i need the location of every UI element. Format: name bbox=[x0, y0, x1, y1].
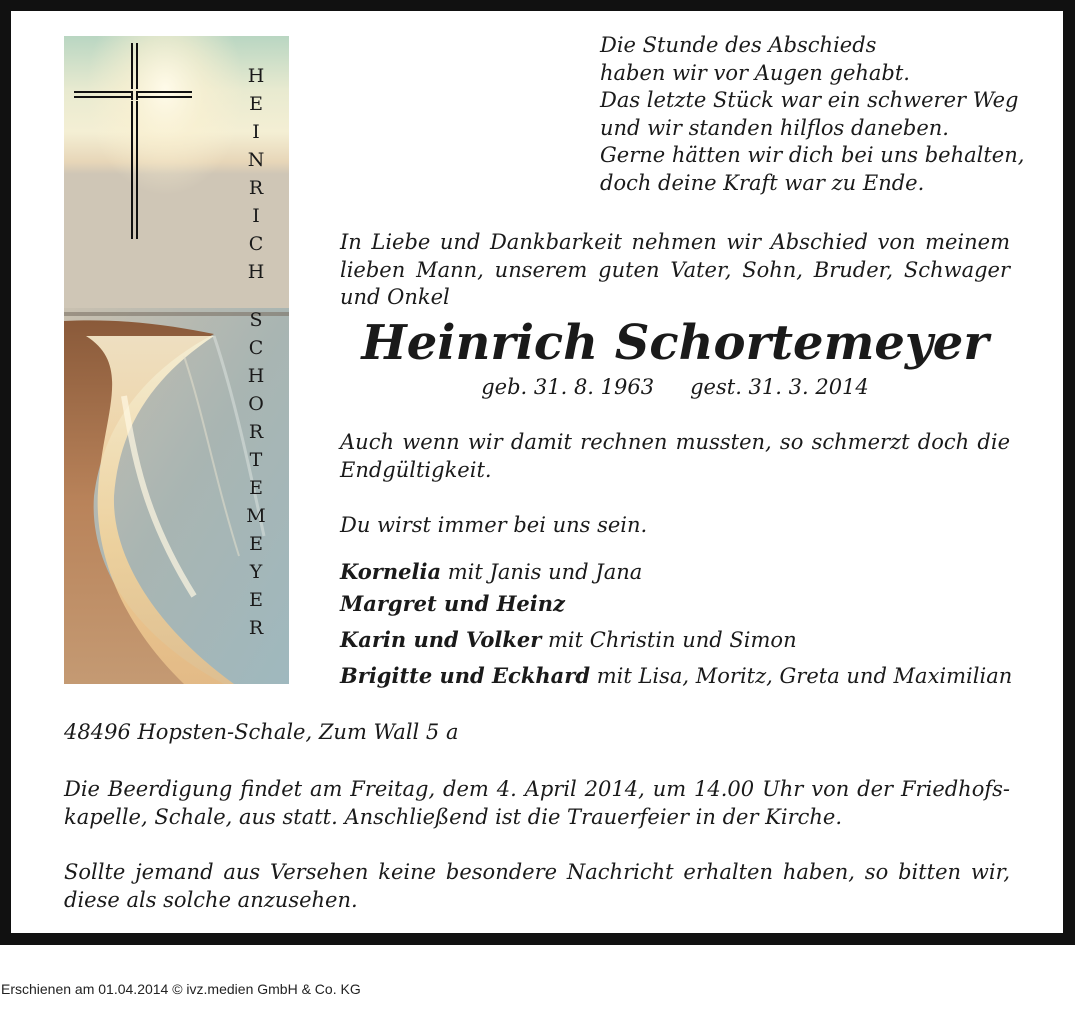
address: 48496 Hopsten-Schale, Zum Wall 5 a bbox=[64, 720, 459, 744]
vertical-name-letter: T bbox=[249, 449, 263, 471]
vertical-name-letter: H bbox=[247, 65, 265, 87]
vertical-name-letter: E bbox=[249, 477, 263, 499]
poem-line: Gerne hätten wir dich bei uns behalten, bbox=[600, 143, 1025, 168]
mourner-name: Margret und Heinz bbox=[340, 591, 565, 616]
poem-line: und wir standen hilflos daneben. bbox=[600, 115, 949, 140]
vertical-name-letter: R bbox=[248, 421, 264, 443]
poem-line: Die Stunde des Abschieds bbox=[600, 33, 877, 57]
mourner-name: Kornelia bbox=[340, 559, 442, 584]
vertical-name-letter: R bbox=[248, 617, 264, 639]
condolence-text: Auch wenn wir damit rechnen mussten, so schmerzt doch die Endgültigkeit. bbox=[340, 430, 1010, 482]
mourner-family: mit Christin und Simon bbox=[541, 628, 797, 652]
mourner-family: mit Janis und Jana bbox=[441, 560, 643, 584]
poem-line: haben wir vor Augen gehabt. bbox=[600, 60, 910, 85]
intro-text: In Liebe und Dankbarkeit nehmen wir Abschied von meinem lieben Mann, unserem guten Vater, Sohn, Bruder, Schwager und Onkel bbox=[340, 230, 1010, 309]
mourner-line bbox=[340, 626, 797, 654]
mourner-line bbox=[340, 558, 642, 586]
deceased-name: Heinrich Schortemeyer bbox=[361, 315, 989, 371]
poem-line: doch deine Kraft war zu Ende. bbox=[600, 170, 925, 195]
vertical-name-letter: E bbox=[249, 533, 263, 555]
vertical-name-letter: I bbox=[252, 121, 260, 143]
vertical-name-letter: S bbox=[249, 309, 263, 331]
life-dates bbox=[340, 373, 1010, 401]
vertical-name bbox=[242, 62, 270, 642]
cross-icon bbox=[74, 43, 194, 243]
death-date: gest. 31. 3. 2014 bbox=[690, 375, 869, 399]
vertical-name-letter: N bbox=[247, 149, 265, 171]
vertical-name-letter: E bbox=[249, 589, 263, 611]
publication-footer: Erschienen am 01.04.2014 © ivz.medien GmbH & Co. KG bbox=[1, 981, 361, 997]
vertical-name-letter: M bbox=[246, 505, 266, 527]
vertical-name-letter: R bbox=[248, 177, 264, 199]
vertical-name-letter: H bbox=[247, 261, 265, 283]
birth-date: geb. 31. 8. 1963 bbox=[481, 375, 655, 399]
mourner-name: Brigitte und Eckhard bbox=[340, 663, 591, 688]
poem-line: Das letzte Stück war ein schwerer Weg bbox=[600, 88, 1019, 113]
mourner-name: Karin und Volker bbox=[340, 627, 542, 652]
mourner-line bbox=[340, 662, 1012, 690]
vertical-name-letter: C bbox=[248, 337, 264, 359]
mourner-family: mit Lisa, Moritz, Greta und Maximilian bbox=[590, 664, 1013, 688]
vertical-name-gap bbox=[242, 286, 270, 306]
funeral-info: Die Beerdigung findet am Freitag, dem 4. April 2014, um 14.00 Uhr von der Friedhofs-kapelle, Schale, aus statt. Anschließend ist die Trauerfeier in der Kirche. bbox=[64, 777, 1010, 829]
mourner-line bbox=[340, 590, 565, 618]
vertical-name-letter: Y bbox=[249, 561, 263, 583]
vertical-name-letter: C bbox=[248, 233, 264, 255]
vertical-name-letter: H bbox=[247, 365, 265, 387]
notice-text: Sollte jemand aus Versehen keine besondere Nachricht erhalten haben, so bitten wir, diese als solche anzusehen. bbox=[64, 860, 1010, 912]
vertical-name-letter: O bbox=[248, 393, 264, 415]
vertical-name-letter: I bbox=[252, 205, 260, 227]
closing-line: Du wirst immer bei uns sein. bbox=[340, 513, 648, 537]
poem bbox=[600, 32, 1030, 198]
vertical-name-letter: E bbox=[249, 93, 263, 115]
